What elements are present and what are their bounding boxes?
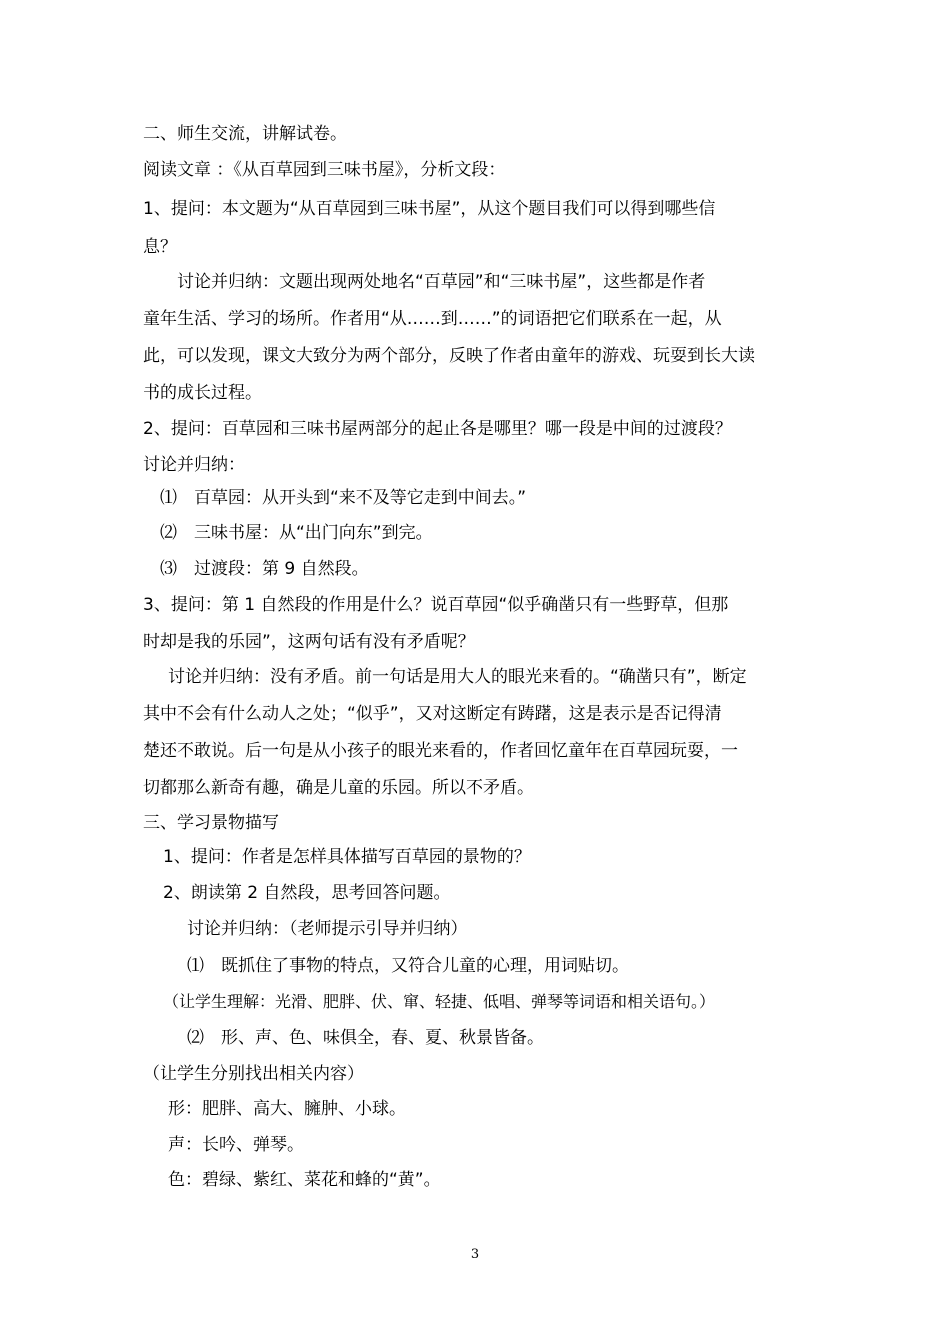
section-heading-3: 三、学习景物描写	[143, 813, 279, 833]
text-line: 切都那么新奇有趣，确是儿童的乐园。所以不矛盾。	[143, 778, 534, 798]
text-line: 1、提问：作者是怎样具体描写百草园的景物的？	[163, 847, 531, 867]
page-number: 3	[470, 1247, 480, 1262]
text-line: 阅读文章 ：《从百草园到三味书屋》，分析文段：	[143, 160, 506, 180]
list-item: ⑴ 百草园：从开头到“来不及等它走到中间去。”	[160, 488, 527, 508]
text-line: 其中不会有什么动人之处；“似乎”，又对这断定有踌躇，这是表示是否记得清	[143, 704, 722, 724]
text-line: 童年生活、学习的场所。作者用“从……到……”的词语把它们联系在一起，从	[143, 309, 722, 329]
text-line: 书的成长过程。	[143, 383, 262, 403]
list-item: ⑴ 既抓住了事物的特点，又符合儿童的心理，用词贴切。	[187, 956, 629, 976]
text-line: 形：肥胖、高大、臃肿、小球。	[168, 1099, 406, 1119]
text-line: 1、提问：本文题为“从百草园到三味书屋”，从这个题目我们可以得到哪些信	[143, 199, 716, 219]
text-line: 讨论并归纳：文题出现两处地名“百草园”和“三味书屋”，这些都是作者	[177, 272, 706, 292]
text-line: 2、提问：百草园和三味书屋两部分的起止各是哪里？哪一段是中间的过渡段？	[143, 419, 732, 439]
text-line: 息？	[143, 237, 177, 257]
text-line: 楚还不敢说。后一句是从小孩子的眼光来看的，作者回忆童年在百草园玩耍，一	[143, 741, 738, 761]
text-line: 声：长吟、弹琴。	[168, 1135, 304, 1155]
text-line: 时却是我的乐园”，这两句话有没有矛盾呢？	[143, 632, 475, 652]
text-line: （让学生理解：光滑、肥胖、伏、窜、轻捷、低唱、弹琴等词语和相关语句。）	[163, 992, 716, 1011]
list-item: ⑵ 形、声、色、味俱全，春、夏、秋景皆备。	[187, 1028, 544, 1048]
section-heading-2: 二、师生交流，讲解试卷。	[143, 124, 347, 144]
list-item: ⑵ 三味书屋：从“出门向东”到完。	[160, 523, 433, 543]
text-line: （让学生分别找出相关内容）	[143, 1064, 364, 1084]
text-line: 讨论并归纳：	[143, 455, 245, 475]
text-line: 此，可以发现，课文大致分为两个部分，反映了作者由童年的游戏、玩耍到长大读	[143, 346, 755, 366]
text-line: 2、朗读第 2 自然段，思考回答问题。	[163, 883, 451, 903]
list-item: ⑶ 过渡段：第 9 自然段。	[160, 559, 369, 579]
text-line: 色：碧绿、紫红、菜花和蜂的“黄”。	[168, 1170, 441, 1190]
text-line: 3、提问：第 1 自然段的作用是什么？说百草园“似乎确凿只有一些野草，但那	[143, 595, 729, 615]
text-line: 讨论并归纳：没有矛盾。前一句话是用大人的眼光来看的。“确凿只有”，断定	[168, 667, 747, 687]
text-line: 讨论并归纳：（老师提示引导并归纳）	[187, 919, 468, 939]
